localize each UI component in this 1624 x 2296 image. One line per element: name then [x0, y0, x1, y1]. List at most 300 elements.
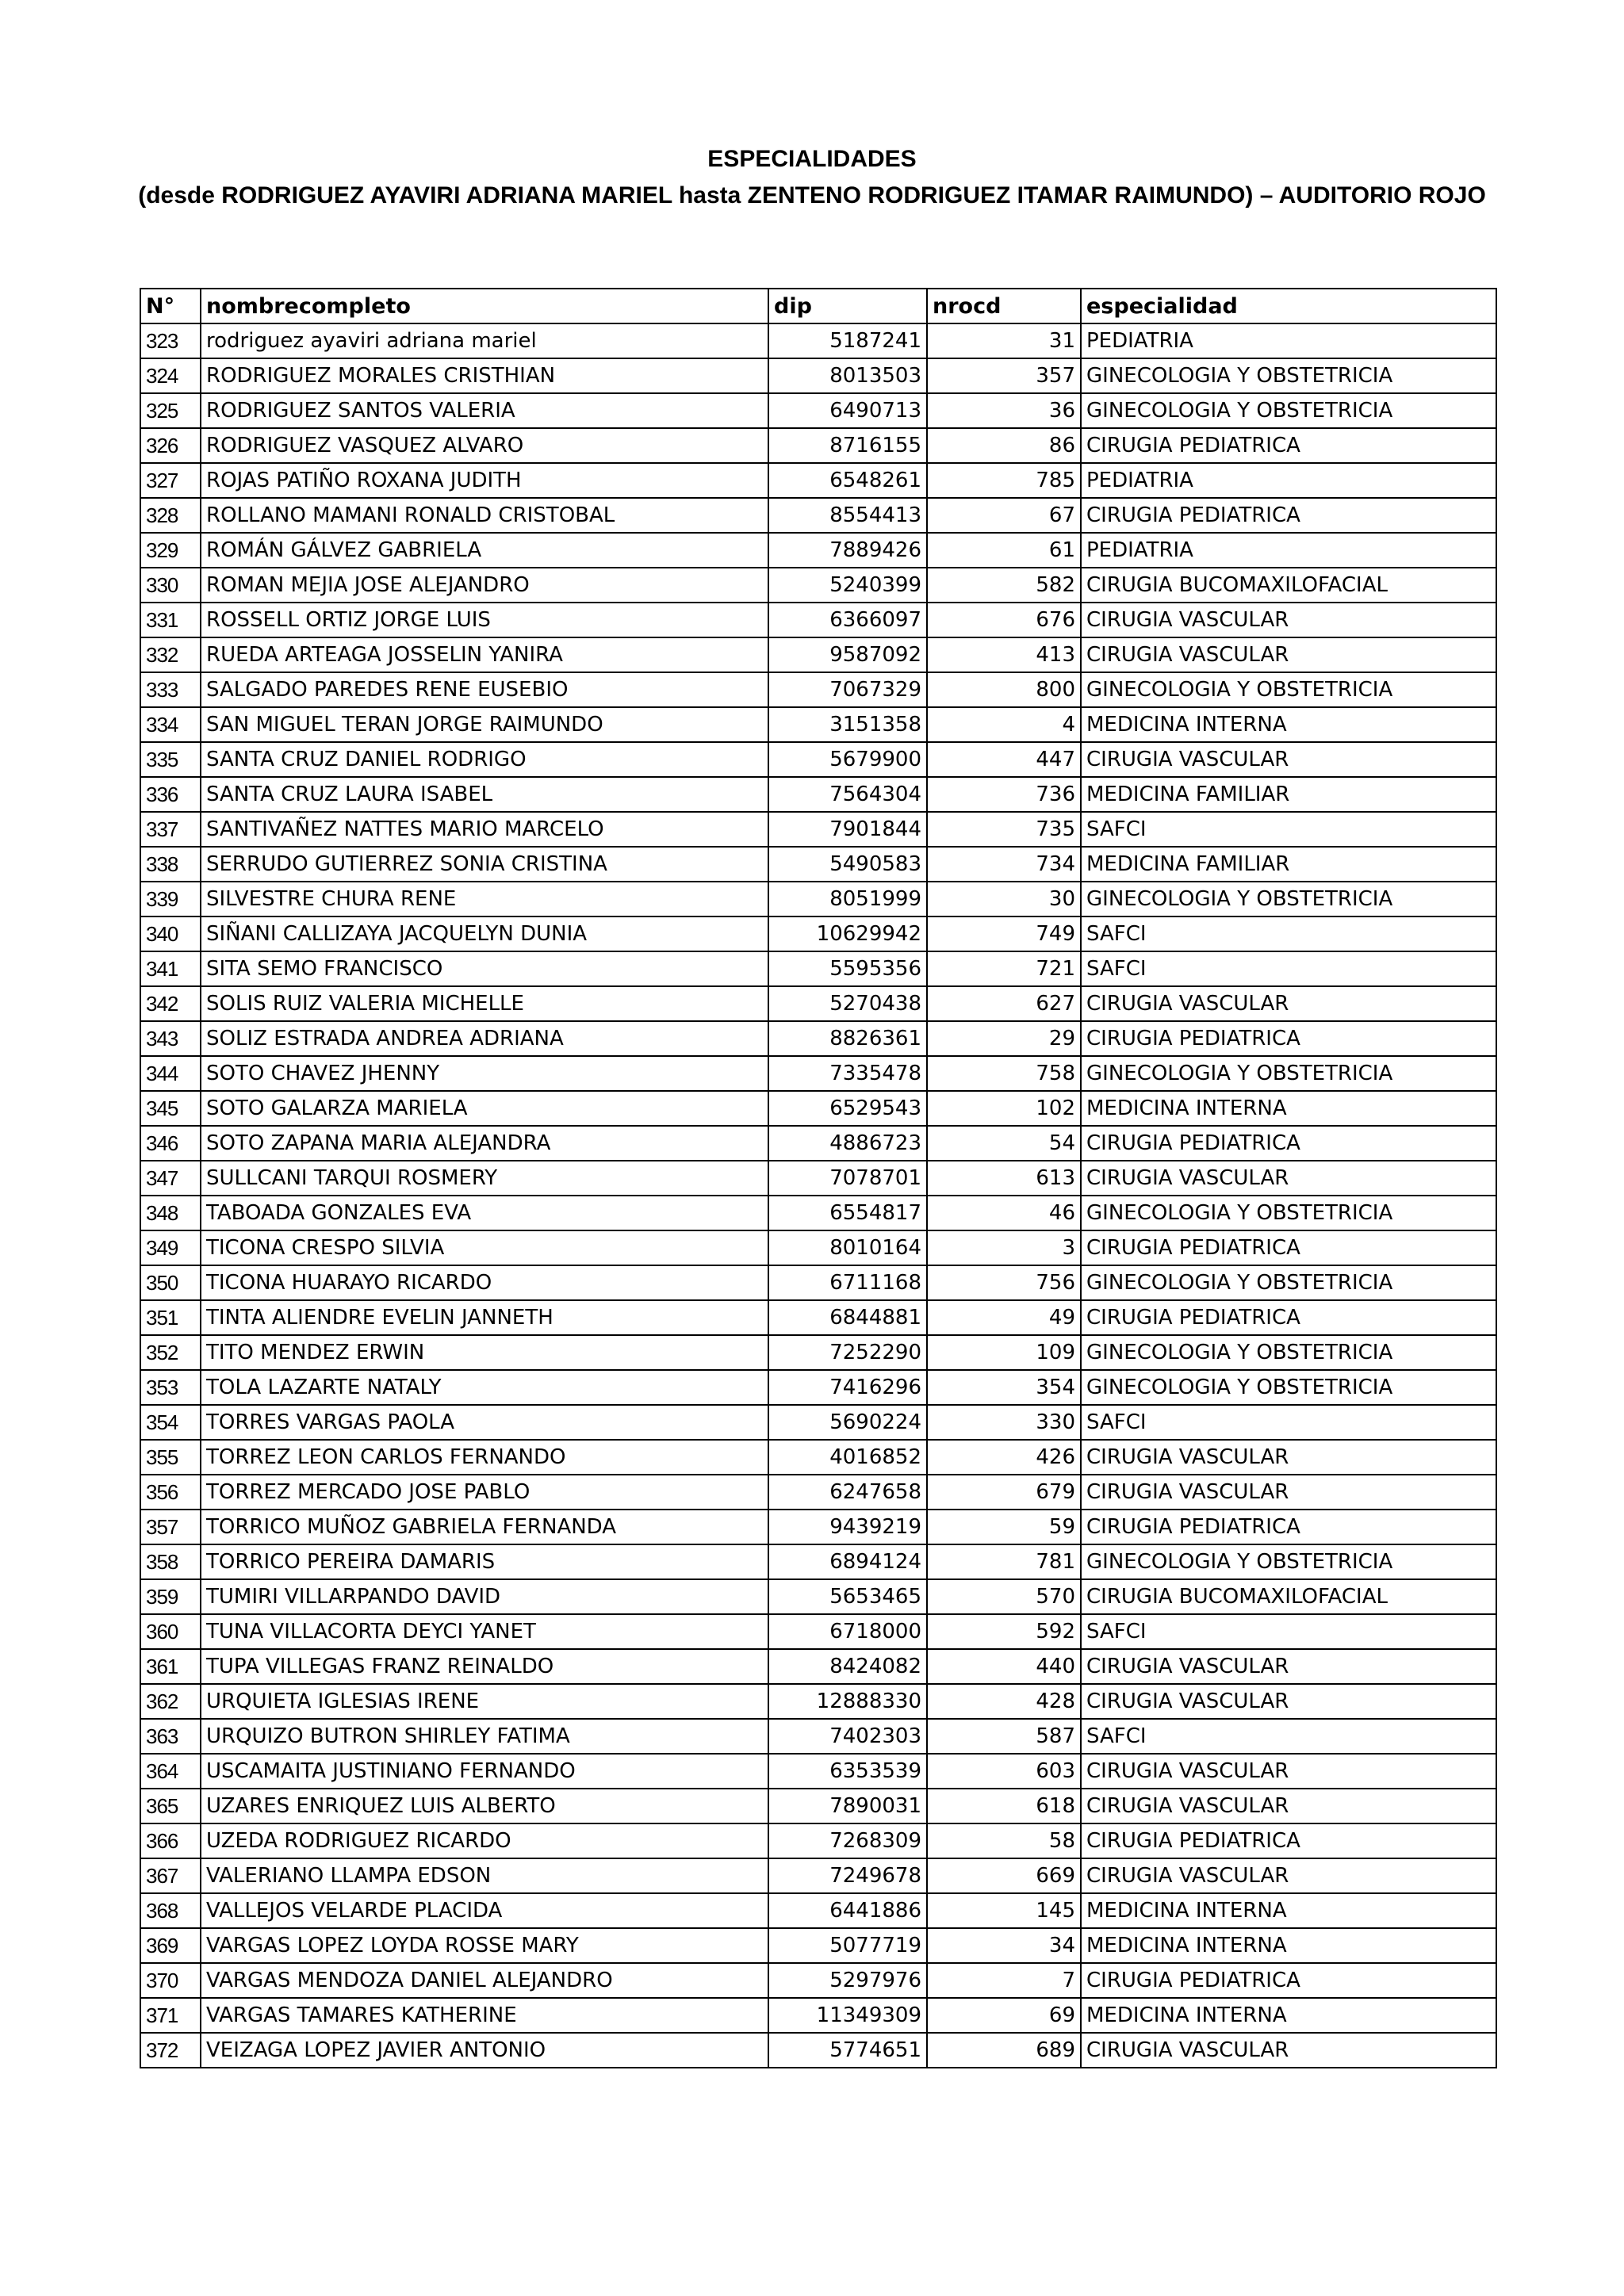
table-row	[140, 951, 1496, 986]
cell-name: URQUIZO BUTRON SHIRLEY FATIMA	[201, 1719, 768, 1754]
cell-specialty: CIRUGIA PEDIATRICA	[1081, 1230, 1496, 1265]
cell-nrocd: 58	[927, 1823, 1081, 1858]
table-row	[140, 1754, 1496, 1789]
cell-name: TORREZ MERCADO JOSE PABLO	[201, 1475, 768, 1510]
cell-specialty: CIRUGIA PEDIATRICA	[1081, 1823, 1496, 1858]
cell-specialty: CIRUGIA PEDIATRICA	[1081, 1300, 1496, 1335]
cell-dip: 7078701	[768, 1161, 927, 1196]
cell-name: SANTA CRUZ DANIEL RODRIGO	[201, 742, 768, 777]
cell-dip: 5774651	[768, 2033, 927, 2068]
cell-name: RUEDA ARTEAGA JOSSELIN YANIRA	[201, 637, 768, 672]
cell-number: 331	[140, 603, 201, 637]
cell-nrocd: 603	[927, 1754, 1081, 1789]
cell-number: 357	[140, 1510, 201, 1544]
cell-name: VALLEJOS VELARDE PLACIDA	[201, 1893, 768, 1928]
cell-specialty: CIRUGIA PEDIATRICA	[1081, 1510, 1496, 1544]
cell-nrocd: 592	[927, 1614, 1081, 1649]
cell-nrocd: 330	[927, 1405, 1081, 1440]
table-row	[140, 672, 1496, 707]
cell-number: 363	[140, 1719, 201, 1754]
table-row	[140, 1230, 1496, 1265]
column-header-nrocd: nrocd	[927, 289, 1081, 323]
cell-dip: 7249678	[768, 1858, 927, 1893]
cell-dip: 11349309	[768, 1998, 927, 2033]
table-row	[140, 1789, 1496, 1823]
table-header-row	[140, 289, 1496, 323]
cell-specialty: MEDICINA INTERNA	[1081, 1928, 1496, 1963]
table-row	[140, 812, 1496, 847]
cell-nrocd: 749	[927, 916, 1081, 951]
cell-number: 358	[140, 1544, 201, 1579]
cell-name: VARGAS TAMARES KATHERINE	[201, 1998, 768, 2033]
cell-dip: 8013503	[768, 358, 927, 393]
table-row	[140, 603, 1496, 637]
table-row	[140, 358, 1496, 393]
cell-number: 369	[140, 1928, 201, 1963]
cell-number: 352	[140, 1335, 201, 1370]
column-header-number: N°	[140, 289, 201, 323]
table-row	[140, 1056, 1496, 1091]
cell-specialty: SAFCI	[1081, 916, 1496, 951]
cell-nrocd: 30	[927, 882, 1081, 916]
cell-dip: 6894124	[768, 1544, 927, 1579]
cell-number: 344	[140, 1056, 201, 1091]
cell-dip: 6711168	[768, 1265, 927, 1300]
cell-dip: 5490583	[768, 847, 927, 882]
cell-dip: 4886723	[768, 1126, 927, 1161]
cell-dip: 8010164	[768, 1230, 927, 1265]
table-row	[140, 986, 1496, 1021]
cell-specialty: SAFCI	[1081, 951, 1496, 986]
cell-name: TORRICO PEREIRA DAMARIS	[201, 1544, 768, 1579]
cell-specialty: GINECOLOGIA Y OBSTETRICIA	[1081, 1196, 1496, 1230]
cell-nrocd: 781	[927, 1544, 1081, 1579]
cell-number: 370	[140, 1963, 201, 1998]
table-row	[140, 498, 1496, 533]
cell-specialty: CIRUGIA VASCULAR	[1081, 1754, 1496, 1789]
cell-nrocd: 49	[927, 1300, 1081, 1335]
cell-nrocd: 36	[927, 393, 1081, 428]
cell-number: 330	[140, 568, 201, 603]
cell-nrocd: 570	[927, 1579, 1081, 1614]
cell-nrocd: 587	[927, 1719, 1081, 1754]
cell-number: 332	[140, 637, 201, 672]
cell-name: TICONA CRESPO SILVIA	[201, 1230, 768, 1265]
cell-name: UZARES ENRIQUEZ LUIS ALBERTO	[201, 1789, 768, 1823]
cell-specialty: CIRUGIA VASCULAR	[1081, 1684, 1496, 1719]
cell-dip: 5297976	[768, 1963, 927, 1998]
cell-specialty: CIRUGIA VASCULAR	[1081, 1858, 1496, 1893]
cell-dip: 12888330	[768, 1684, 927, 1719]
cell-specialty: CIRUGIA PEDIATRICA	[1081, 428, 1496, 463]
cell-specialty: GINECOLOGIA Y OBSTETRICIA	[1081, 393, 1496, 428]
cell-dip: 5595356	[768, 951, 927, 986]
table-row	[140, 1998, 1496, 2033]
cell-number: 338	[140, 847, 201, 882]
cell-nrocd: 735	[927, 812, 1081, 847]
cell-name: TUNA VILLACORTA DEYCI YANET	[201, 1614, 768, 1649]
cell-number: 339	[140, 882, 201, 916]
cell-dip: 5679900	[768, 742, 927, 777]
cell-dip: 7268309	[768, 1823, 927, 1858]
cell-nrocd: 736	[927, 777, 1081, 812]
table-row	[140, 533, 1496, 568]
table-row	[140, 2033, 1496, 2068]
cell-name: SOTO GALARZA MARIELA	[201, 1091, 768, 1126]
cell-name: SOTO ZAPANA MARIA ALEJANDRA	[201, 1126, 768, 1161]
column-header-dip: dip	[768, 289, 927, 323]
cell-name: VARGAS MENDOZA DANIEL ALEJANDRO	[201, 1963, 768, 1998]
cell-dip: 8826361	[768, 1021, 927, 1056]
cell-dip: 8554413	[768, 498, 927, 533]
cell-name: VALERIANO LLAMPA EDSON	[201, 1858, 768, 1893]
cell-specialty: MEDICINA INTERNA	[1081, 1998, 1496, 2033]
cell-name: UZEDA RODRIGUEZ RICARDO	[201, 1823, 768, 1858]
cell-specialty: GINECOLOGIA Y OBSTETRICIA	[1081, 1370, 1496, 1405]
cell-specialty: CIRUGIA PEDIATRICA	[1081, 1963, 1496, 1998]
cell-dip: 7067329	[768, 672, 927, 707]
table-row	[140, 1963, 1496, 1998]
cell-specialty: GINECOLOGIA Y OBSTETRICIA	[1081, 1335, 1496, 1370]
cell-name: SIÑANI CALLIZAYA JACQUELYN DUNIA	[201, 916, 768, 951]
cell-dip: 6529543	[768, 1091, 927, 1126]
cell-dip: 7564304	[768, 777, 927, 812]
cell-name: ROMÁN GÁLVEZ GABRIELA	[201, 533, 768, 568]
cell-number: 333	[140, 672, 201, 707]
cell-dip: 7416296	[768, 1370, 927, 1405]
table-row	[140, 1335, 1496, 1370]
cell-specialty: GINECOLOGIA Y OBSTETRICIA	[1081, 672, 1496, 707]
cell-name: ROMAN MEJIA JOSE ALEJANDRO	[201, 568, 768, 603]
table-row	[140, 882, 1496, 916]
cell-number: 368	[140, 1893, 201, 1928]
cell-number: 355	[140, 1440, 201, 1475]
cell-specialty: CIRUGIA VASCULAR	[1081, 2033, 1496, 2068]
cell-number: 328	[140, 498, 201, 533]
cell-specialty: CIRUGIA PEDIATRICA	[1081, 1126, 1496, 1161]
cell-specialty: MEDICINA INTERNA	[1081, 1893, 1496, 1928]
cell-dip: 6554817	[768, 1196, 927, 1230]
table-row	[140, 1440, 1496, 1475]
table-row	[140, 1649, 1496, 1684]
cell-nrocd: 109	[927, 1335, 1081, 1370]
cell-number: 324	[140, 358, 201, 393]
cell-specialty: CIRUGIA VASCULAR	[1081, 986, 1496, 1021]
title-line-2: (desde RODRIGUEZ AYAVIRI ADRIANA MARIEL hasta ZENTENO RODRIGUEZ ITAMAR RAIMUNDO) – AUDITORIO ROJO	[138, 182, 1486, 209]
table-row	[140, 847, 1496, 882]
cell-number: 353	[140, 1370, 201, 1405]
cell-name: SOTO CHAVEZ JHENNY	[201, 1056, 768, 1091]
cell-number: 325	[140, 393, 201, 428]
cell-specialty: CIRUGIA PEDIATRICA	[1081, 1021, 1496, 1056]
cell-nrocd: 4	[927, 707, 1081, 742]
cell-nrocd: 447	[927, 742, 1081, 777]
table-row	[140, 1370, 1496, 1405]
cell-name: SANTA CRUZ LAURA ISABEL	[201, 777, 768, 812]
cell-nrocd: 679	[927, 1475, 1081, 1510]
cell-number: 343	[140, 1021, 201, 1056]
cell-dip: 9587092	[768, 637, 927, 672]
cell-number: 349	[140, 1230, 201, 1265]
cell-name: TORRICO MUÑOZ GABRIELA FERNANDA	[201, 1510, 768, 1544]
cell-dip: 8051999	[768, 882, 927, 916]
column-header-name: nombrecompleto	[201, 289, 768, 323]
cell-number: 371	[140, 1998, 201, 2033]
cell-nrocd: 627	[927, 986, 1081, 1021]
cell-name: TORRES VARGAS PAOLA	[201, 1405, 768, 1440]
cell-name: SULLCANI TARQUI ROSMERY	[201, 1161, 768, 1196]
table-row	[140, 777, 1496, 812]
cell-specialty: CIRUGIA VASCULAR	[1081, 1649, 1496, 1684]
cell-number: 351	[140, 1300, 201, 1335]
cell-dip: 8716155	[768, 428, 927, 463]
table-row	[140, 1928, 1496, 1963]
cell-name: TABOADA GONZALES EVA	[201, 1196, 768, 1230]
cell-name: SOLIS RUIZ VALERIA MICHELLE	[201, 986, 768, 1021]
cell-name: TINTA ALIENDRE EVELIN JANNETH	[201, 1300, 768, 1335]
cell-nrocd: 676	[927, 603, 1081, 637]
cell-number: 347	[140, 1161, 201, 1196]
table-row	[140, 1719, 1496, 1754]
cell-specialty: SAFCI	[1081, 812, 1496, 847]
column-header-specialty: especialidad	[1081, 289, 1496, 323]
cell-dip: 9439219	[768, 1510, 927, 1544]
cell-nrocd: 354	[927, 1370, 1081, 1405]
participants-table	[140, 288, 1497, 2068]
cell-nrocd: 800	[927, 672, 1081, 707]
cell-nrocd: 145	[927, 1893, 1081, 1928]
cell-number: 345	[140, 1091, 201, 1126]
cell-number: 356	[140, 1475, 201, 1510]
cell-name: VEIZAGA LOPEZ JAVIER ANTONIO	[201, 2033, 768, 2068]
table-row	[140, 1510, 1496, 1544]
cell-specialty: CIRUGIA VASCULAR	[1081, 742, 1496, 777]
cell-number: 350	[140, 1265, 201, 1300]
cell-number: 342	[140, 986, 201, 1021]
cell-nrocd: 34	[927, 1928, 1081, 1963]
table-row	[140, 1091, 1496, 1126]
cell-nrocd: 69	[927, 1998, 1081, 2033]
cell-specialty: PEDIATRIA	[1081, 533, 1496, 568]
table-row	[140, 637, 1496, 672]
cell-specialty: MEDICINA FAMILIAR	[1081, 847, 1496, 882]
cell-name: SOLIZ ESTRADA ANDREA ADRIANA	[201, 1021, 768, 1056]
table-row	[140, 1021, 1496, 1056]
cell-number: 359	[140, 1579, 201, 1614]
cell-number: 337	[140, 812, 201, 847]
cell-name: RODRIGUEZ MORALES CRISTHIAN	[201, 358, 768, 393]
cell-dip: 4016852	[768, 1440, 927, 1475]
cell-name: VARGAS LOPEZ LOYDA ROSSE MARY	[201, 1928, 768, 1963]
cell-dip: 5187241	[768, 323, 927, 358]
cell-specialty: GINECOLOGIA Y OBSTETRICIA	[1081, 1265, 1496, 1300]
cell-name: SERRUDO GUTIERREZ SONIA CRISTINA	[201, 847, 768, 882]
cell-number: 348	[140, 1196, 201, 1230]
cell-nrocd: 7	[927, 1963, 1081, 1998]
cell-nrocd: 613	[927, 1161, 1081, 1196]
title-line-1: ESPECIALIDADES	[707, 146, 917, 172]
cell-name: SILVESTRE CHURA RENE	[201, 882, 768, 916]
cell-nrocd: 721	[927, 951, 1081, 986]
cell-specialty: GINECOLOGIA Y OBSTETRICIA	[1081, 358, 1496, 393]
cell-name: TICONA HUARAYO RICARDO	[201, 1265, 768, 1300]
cell-dip: 6548261	[768, 463, 927, 498]
cell-name: TORREZ LEON CARLOS FERNANDO	[201, 1440, 768, 1475]
cell-dip: 5270438	[768, 986, 927, 1021]
cell-dip: 5240399	[768, 568, 927, 603]
cell-specialty: CIRUGIA VASCULAR	[1081, 1161, 1496, 1196]
cell-dip: 5077719	[768, 1928, 927, 1963]
table-row	[140, 393, 1496, 428]
table-row	[140, 1823, 1496, 1858]
cell-number: 360	[140, 1614, 201, 1649]
cell-specialty: CIRUGIA VASCULAR	[1081, 1789, 1496, 1823]
cell-number: 336	[140, 777, 201, 812]
cell-nrocd: 86	[927, 428, 1081, 463]
table-row	[140, 1405, 1496, 1440]
cell-name: ROLLANO MAMANI RONALD CRISTOBAL	[201, 498, 768, 533]
cell-specialty: SAFCI	[1081, 1614, 1496, 1649]
cell-nrocd: 3	[927, 1230, 1081, 1265]
cell-specialty: CIRUGIA BUCOMAXILOFACIAL	[1081, 568, 1496, 603]
cell-nrocd: 59	[927, 1510, 1081, 1544]
cell-name: TUMIRI VILLARPANDO DAVID	[201, 1579, 768, 1614]
cell-specialty: CIRUGIA BUCOMAXILOFACIAL	[1081, 1579, 1496, 1614]
cell-number: 362	[140, 1684, 201, 1719]
cell-specialty: CIRUGIA VASCULAR	[1081, 603, 1496, 637]
cell-name: SANTIVAÑEZ NATTES MARIO MARCELO	[201, 812, 768, 847]
table-row	[140, 1475, 1496, 1510]
cell-number: 334	[140, 707, 201, 742]
cell-name: rodriguez ayaviri adriana mariel	[201, 323, 768, 358]
cell-dip: 5653465	[768, 1579, 927, 1614]
cell-dip: 6247658	[768, 1475, 927, 1510]
table-row	[140, 916, 1496, 951]
cell-specialty: GINECOLOGIA Y OBSTETRICIA	[1081, 1544, 1496, 1579]
cell-number: 340	[140, 916, 201, 951]
cell-number: 364	[140, 1754, 201, 1789]
cell-name: RODRIGUEZ VASQUEZ ALVARO	[201, 428, 768, 463]
cell-number: 372	[140, 2033, 201, 2068]
cell-nrocd: 734	[927, 847, 1081, 882]
table-row	[140, 1544, 1496, 1579]
cell-specialty: MEDICINA INTERNA	[1081, 707, 1496, 742]
cell-nrocd: 67	[927, 498, 1081, 533]
table-row	[140, 1614, 1496, 1649]
cell-name: ROSSELL ORTIZ JORGE LUIS	[201, 603, 768, 637]
table-row	[140, 1684, 1496, 1719]
cell-number: 326	[140, 428, 201, 463]
table-row	[140, 323, 1496, 358]
cell-name: URQUIETA IGLESIAS IRENE	[201, 1684, 768, 1719]
cell-specialty: PEDIATRIA	[1081, 463, 1496, 498]
cell-specialty: CIRUGIA VASCULAR	[1081, 1475, 1496, 1510]
cell-nrocd: 31	[927, 323, 1081, 358]
cell-nrocd: 669	[927, 1858, 1081, 1893]
cell-number: 329	[140, 533, 201, 568]
cell-dip: 3151358	[768, 707, 927, 742]
cell-dip: 10629942	[768, 916, 927, 951]
cell-specialty: SAFCI	[1081, 1405, 1496, 1440]
cell-dip: 6441886	[768, 1893, 927, 1928]
cell-dip: 5690224	[768, 1405, 927, 1440]
cell-name: SALGADO PAREDES RENE EUSEBIO	[201, 672, 768, 707]
cell-dip: 7402303	[768, 1719, 927, 1754]
cell-dip: 7335478	[768, 1056, 927, 1091]
cell-specialty: SAFCI	[1081, 1719, 1496, 1754]
cell-specialty: GINECOLOGIA Y OBSTETRICIA	[1081, 882, 1496, 916]
cell-nrocd: 440	[927, 1649, 1081, 1684]
cell-nrocd: 46	[927, 1196, 1081, 1230]
cell-name: SAN MIGUEL TERAN JORGE RAIMUNDO	[201, 707, 768, 742]
table-row	[140, 568, 1496, 603]
table-body	[140, 323, 1496, 2068]
table-row	[140, 1858, 1496, 1893]
cell-name: SITA SEMO FRANCISCO	[201, 951, 768, 986]
cell-nrocd: 29	[927, 1021, 1081, 1056]
table-row	[140, 1265, 1496, 1300]
cell-nrocd: 756	[927, 1265, 1081, 1300]
cell-number: 346	[140, 1126, 201, 1161]
table-row	[140, 1161, 1496, 1196]
cell-dip: 8424082	[768, 1649, 927, 1684]
table-row	[140, 1579, 1496, 1614]
cell-nrocd: 785	[927, 463, 1081, 498]
cell-nrocd: 413	[927, 637, 1081, 672]
table-row	[140, 742, 1496, 777]
cell-number: 367	[140, 1858, 201, 1893]
cell-specialty: CIRUGIA VASCULAR	[1081, 637, 1496, 672]
cell-number: 361	[140, 1649, 201, 1684]
cell-dip: 6844881	[768, 1300, 927, 1335]
cell-nrocd: 357	[927, 358, 1081, 393]
table-row	[140, 1300, 1496, 1335]
cell-number: 341	[140, 951, 201, 986]
table-row	[140, 428, 1496, 463]
table-row	[140, 1126, 1496, 1161]
cell-name: USCAMAITA JUSTINIANO FERNANDO	[201, 1754, 768, 1789]
cell-number: 365	[140, 1789, 201, 1823]
cell-nrocd: 689	[927, 2033, 1081, 2068]
cell-number: 335	[140, 742, 201, 777]
cell-dip: 6718000	[768, 1614, 927, 1649]
cell-dip: 6353539	[768, 1754, 927, 1789]
cell-specialty: CIRUGIA VASCULAR	[1081, 1440, 1496, 1475]
cell-nrocd: 428	[927, 1684, 1081, 1719]
cell-dip: 7901844	[768, 812, 927, 847]
cell-dip: 7252290	[768, 1335, 927, 1370]
cell-dip: 6490713	[768, 393, 927, 428]
table-row	[140, 1893, 1496, 1928]
cell-dip: 7889426	[768, 533, 927, 568]
cell-name: TUPA VILLEGAS FRANZ REINALDO	[201, 1649, 768, 1684]
cell-dip: 6366097	[768, 603, 927, 637]
cell-name: RODRIGUEZ SANTOS VALERIA	[201, 393, 768, 428]
cell-nrocd: 102	[927, 1091, 1081, 1126]
cell-number: 354	[140, 1405, 201, 1440]
table-row	[140, 1196, 1496, 1230]
cell-nrocd: 582	[927, 568, 1081, 603]
cell-name: TITO MENDEZ ERWIN	[201, 1335, 768, 1370]
cell-specialty: GINECOLOGIA Y OBSTETRICIA	[1081, 1056, 1496, 1091]
cell-dip: 7890031	[768, 1789, 927, 1823]
cell-nrocd: 618	[927, 1789, 1081, 1823]
cell-nrocd: 61	[927, 533, 1081, 568]
table-row	[140, 707, 1496, 742]
cell-nrocd: 426	[927, 1440, 1081, 1475]
cell-nrocd: 758	[927, 1056, 1081, 1091]
cell-name: TOLA LAZARTE NATALY	[201, 1370, 768, 1405]
